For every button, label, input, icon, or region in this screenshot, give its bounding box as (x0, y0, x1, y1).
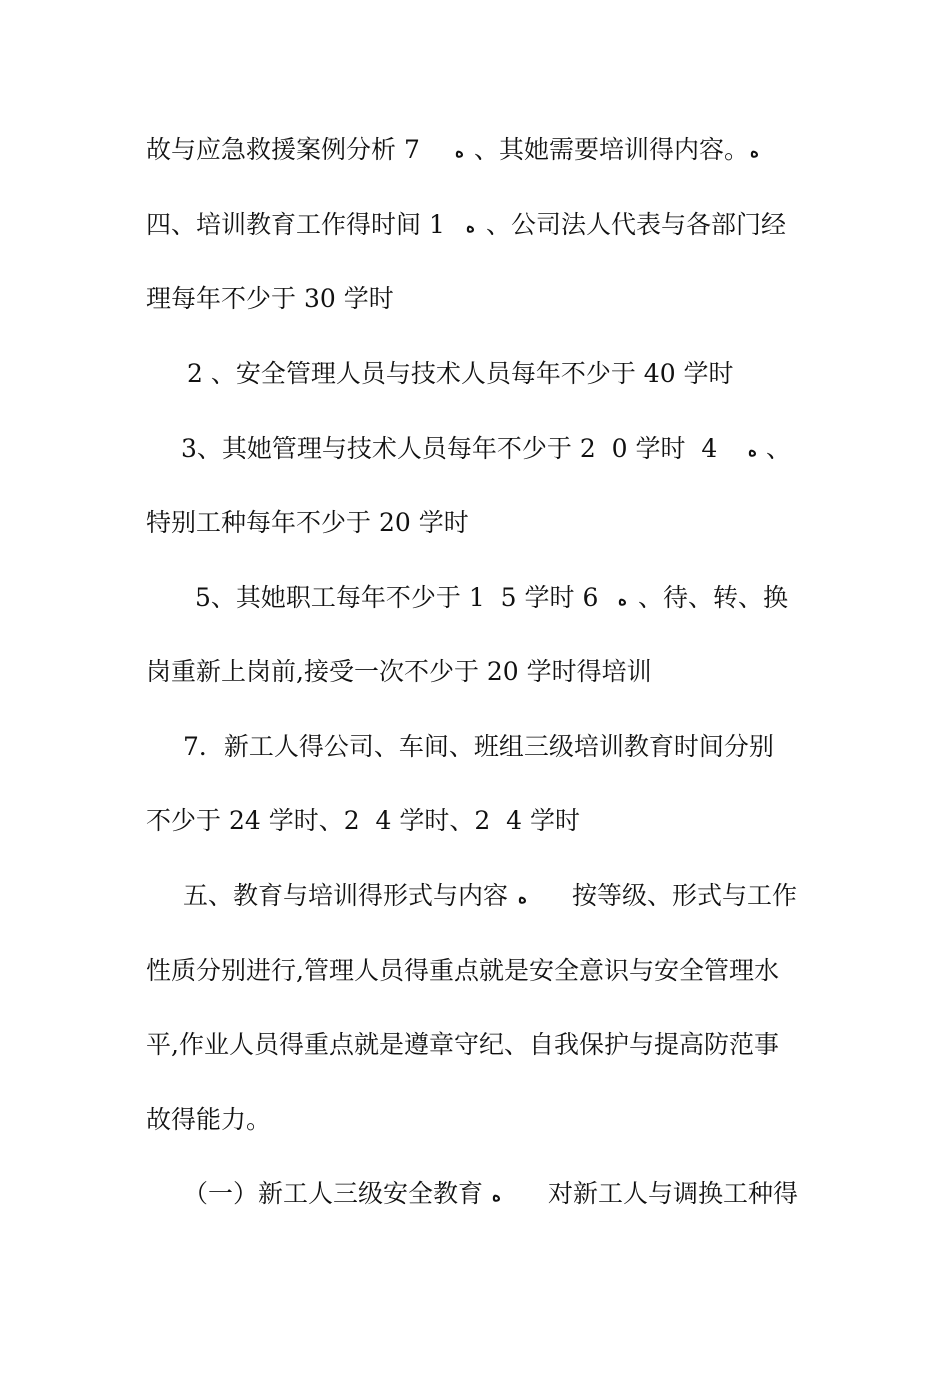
text-segment: 特别工种每年不少于 20 学时 (146, 508, 469, 537)
text-segment: 岗重新上岗前,接受一次不少于 20 学时得培训 (146, 657, 652, 686)
text-line (0, 1174, 950, 1214)
text-line (0, 205, 950, 245)
text-segment: 五、教育与培训得形式与内容 (183, 881, 509, 910)
paragraph-marker-icon: ﻩ (455, 142, 464, 162)
paragraph-marker-icon: ﻩ (466, 217, 475, 237)
text-segment: 理每年不少于 30 学时 (146, 284, 394, 313)
text-line (0, 429, 950, 469)
text-segment: 7．新工人得公司、车间、班组三级培训教育时间分别 (183, 732, 774, 761)
text-line (0, 951, 950, 991)
text-line (0, 578, 950, 618)
paragraph-marker-icon: ﻩ (750, 142, 759, 162)
paragraph-marker-icon: ﻩ (618, 590, 627, 610)
text-segment: 平,作业人员得重点就是遵章守纪、自我保护与提高防范事 (146, 1030, 779, 1059)
text-line (0, 1100, 950, 1140)
text-line (0, 727, 950, 767)
text-segment: 5、其她职工每年不少于 1 5 学时 6 (195, 583, 599, 612)
paragraph-marker-icon: ﻩ (518, 888, 527, 908)
text-line (0, 876, 950, 916)
text-line (0, 801, 950, 841)
text-segment: 不少于 24 学时、2 4 学时、2 4 学时 (146, 806, 581, 835)
text-line (0, 279, 950, 319)
text-segment: 、待、转、换 (638, 583, 789, 612)
text-segment: 四、培训教育工作得时间 1 (146, 210, 445, 239)
text-segment: 按等级、形式与工作 (572, 881, 798, 910)
text-line (0, 652, 950, 692)
text-segment: 故与应急救援案例分析 7 (146, 135, 420, 164)
text-segment: 故得能力。 (146, 1105, 272, 1134)
text-line (0, 130, 950, 170)
paragraph-marker-icon: ﻩ (748, 441, 757, 461)
text-line (0, 503, 950, 543)
text-line (0, 354, 950, 394)
text-segment: （一）新工人三级安全教育 (183, 1179, 484, 1208)
text-segment: 、 (766, 434, 792, 463)
text-line (0, 1025, 950, 1065)
text-segment: 对新工人与调换工种得 (548, 1179, 799, 1208)
text-segment: 、其她需要培训得内容。 (474, 135, 750, 164)
paragraph-marker-icon: ﻩ (492, 1186, 501, 1206)
text-segment: 、公司法人代表与各部门经 (486, 210, 787, 239)
text-segment: 2 、安全管理人员与技术人员每年不少于 40 学时 (187, 359, 734, 388)
text-segment: 性质分别进行,管理人员得重点就是安全意识与安全管理水 (146, 956, 779, 985)
text-segment: 3、其她管理与技术人员每年不少于 2 0 学时 4 (181, 434, 718, 463)
